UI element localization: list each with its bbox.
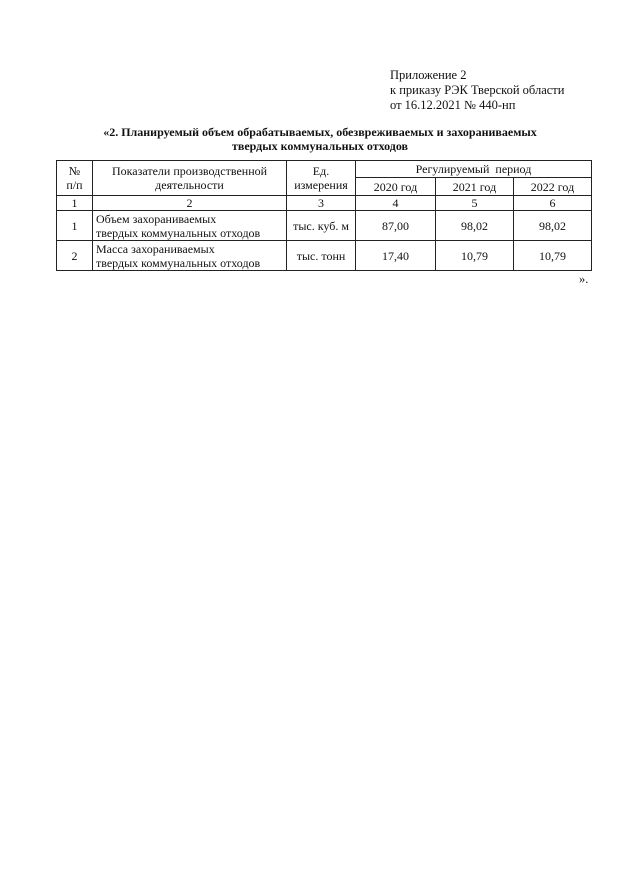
row-num: 2 bbox=[57, 241, 93, 271]
header-indicator-line-2: деятельности bbox=[155, 178, 224, 192]
row-num: 1 bbox=[57, 211, 93, 241]
table-row bbox=[57, 241, 592, 271]
row-value-2021: 10,79 bbox=[436, 241, 514, 271]
row-unit: тыс. тонн bbox=[287, 241, 356, 271]
document-title bbox=[40, 125, 600, 153]
header-unit-line-1: Ед. bbox=[312, 164, 330, 178]
header-indicator-line-1: Показатели производственной bbox=[111, 164, 268, 178]
table-row bbox=[57, 211, 592, 241]
row-value-2020: 87,00 bbox=[356, 211, 436, 241]
header-num-line-2: п/п bbox=[66, 178, 83, 192]
waste-volume-table bbox=[56, 160, 592, 271]
row-unit: тыс. куб. м bbox=[287, 211, 356, 241]
header-num-line-1: № bbox=[68, 164, 81, 178]
row-value-2020: 17,40 bbox=[356, 241, 436, 271]
header-unit bbox=[287, 161, 356, 196]
closing-quote: ». bbox=[579, 272, 589, 286]
title-line-2: твердых коммунальных отходов bbox=[231, 139, 409, 153]
row-indicator-line-1: Объем захораниваемых bbox=[96, 211, 217, 226]
column-number: 2 bbox=[93, 196, 287, 211]
row-indicator bbox=[93, 211, 287, 241]
column-number: 1 bbox=[57, 196, 93, 211]
row-indicator bbox=[93, 241, 287, 271]
header-row bbox=[57, 161, 592, 178]
appendix-reference bbox=[390, 68, 564, 113]
header-period: Регулируемый период bbox=[356, 161, 592, 178]
column-number: 5 bbox=[436, 196, 514, 211]
row-indicator-line-1: Масса захораниваемых bbox=[96, 241, 215, 256]
header-year-2022: 2022 год bbox=[514, 178, 592, 196]
title-line-1: «2. Планируемый объем обрабатываемых, обезвреживаемых и захораниваемых bbox=[103, 125, 537, 139]
appendix-line-2: к приказу РЭК Тверской области bbox=[390, 83, 565, 97]
row-value-2022: 98,02 bbox=[514, 211, 592, 241]
header-year-2021: 2021 год bbox=[436, 178, 514, 196]
row-indicator-line-2: твердых коммунальных отходов bbox=[96, 255, 261, 270]
header-num bbox=[57, 161, 93, 196]
row-value-2022: 10,79 bbox=[514, 241, 592, 271]
column-number: 4 bbox=[356, 196, 436, 211]
appendix-line-3: от 16.12.2021 № 440-нп bbox=[390, 98, 516, 112]
header-unit-line-2: измерения bbox=[294, 178, 348, 192]
header-year-2020: 2020 год bbox=[356, 178, 436, 196]
row-indicator-line-2: твердых коммунальных отходов bbox=[96, 225, 261, 240]
row-value-2021: 98,02 bbox=[436, 211, 514, 241]
column-number: 6 bbox=[514, 196, 592, 211]
appendix-line-1: Приложение 2 bbox=[390, 68, 467, 82]
column-number: 3 bbox=[287, 196, 356, 211]
header-indicator bbox=[93, 161, 287, 196]
column-numbers-row bbox=[57, 196, 592, 211]
